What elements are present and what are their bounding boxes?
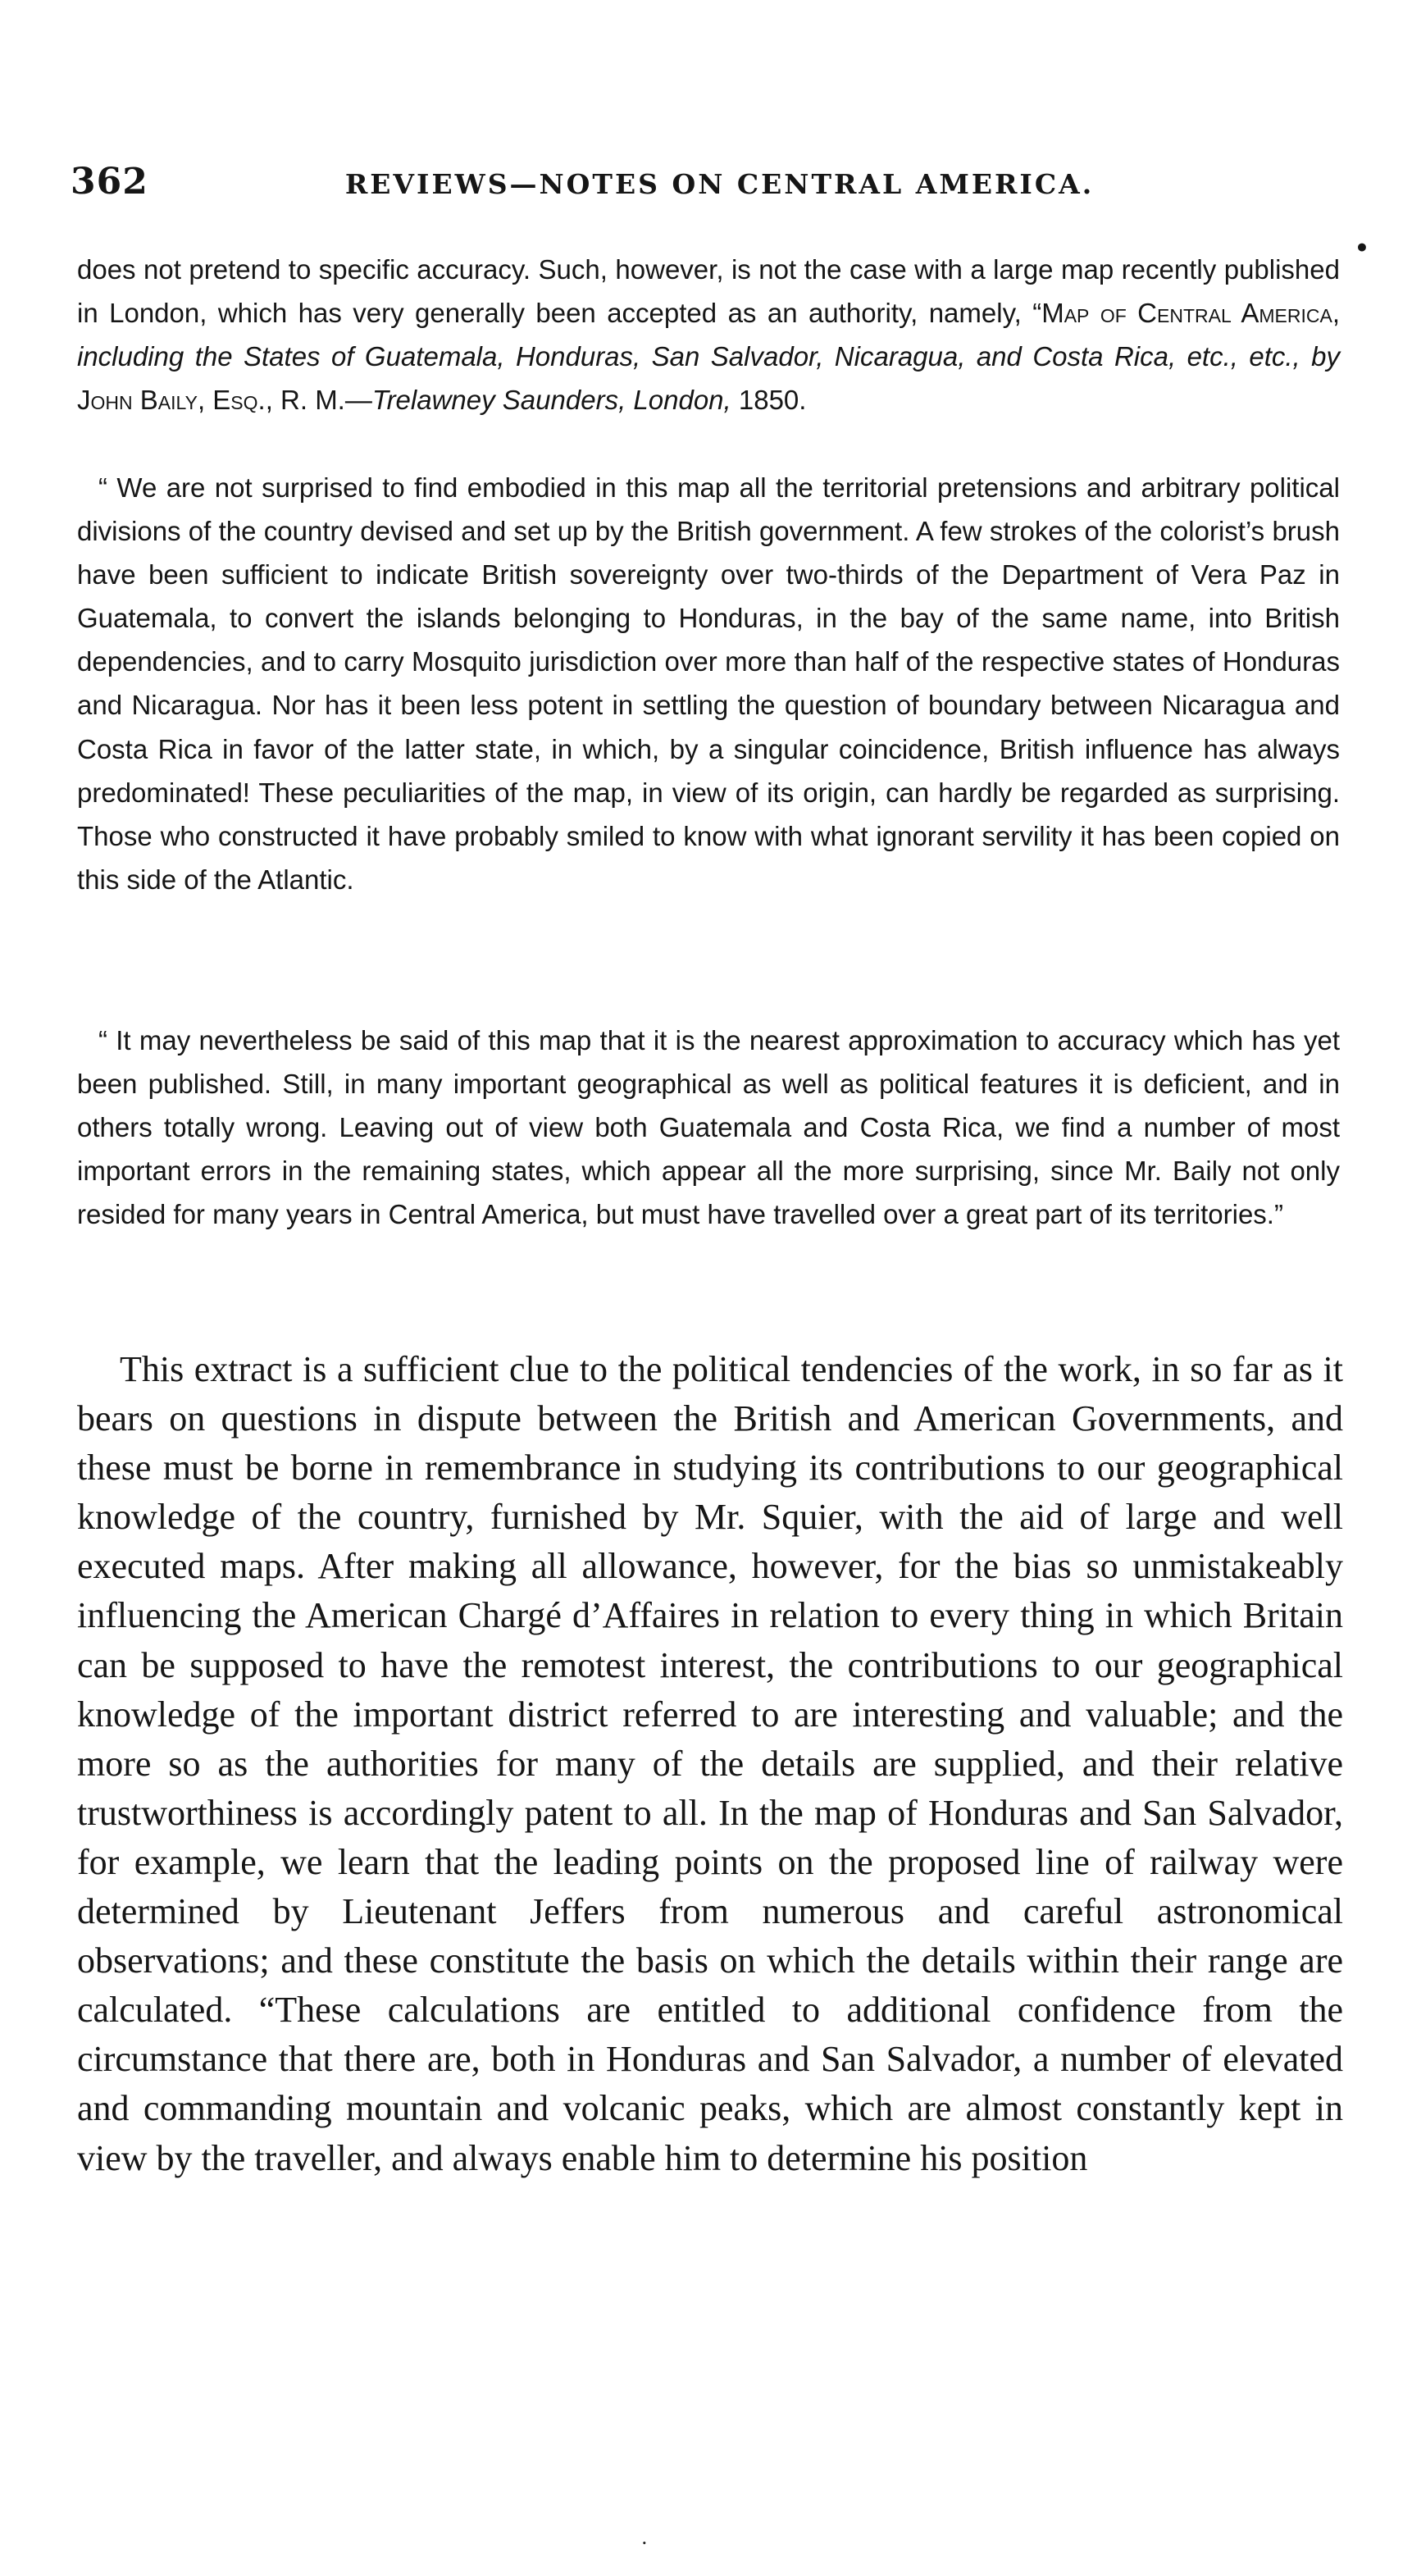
footer-mark: .: [641, 2526, 648, 2549]
quote-paragraph-1: [77, 248, 1340, 422]
page-number: 362: [71, 161, 148, 203]
map-subtitle: including the States of Guatemala, Honduras, San Salvador, Nicaragua, and Costa Rica, etc., etc., by: [77, 341, 1340, 372]
stray-mark: •: [1355, 235, 1369, 262]
map-author: John Baily, Esq., R. M.: [77, 385, 345, 416]
map-publisher: Trelawney Saunders, London,: [371, 385, 731, 416]
quote-paragraph-3: “ It may nevertheless be said of this map that it is the nearest approximation to accuracy which has yet been published. Still, in many important geographical as well as political features it is deficient, and in others totally wrong. Leaving out of view both Guatemala and Costa Rica, we find a number of most important errors in the remaining states, which appear all the more surprising, since Mr. Baily not only resided for many years in Central America, but must have travelled over a great part of its territories.”: [77, 1025, 1340, 1230]
quote1-year: 1850.: [731, 385, 807, 416]
quote-paragraph-2: “ We are not surprised to find embodied in this map all the territorial pretensions and arbitrary political divisions of the country devised and set up by the British government. A few strokes of the colorist’s brush have been sufficient to indicate British sovereignty over two-thirds of the Department of Vera Paz in Guatemala, to convert the islands belonging to Honduras, in the bay of the same name, into British dependencies, and to carry Mosquito jurisdiction over more than half of the respective states of Honduras and Nicaragua. Nor has it been less potent in settling the question of boundary between Nicaragua and Costa Rica in favor of the latter state, in which, by a singular coincidence, British influence has always predominated! These peculiarities of the map, in view of its origin, can hardly be regarded as surprising. Those who constructed it have probably smiled to know with what ignorant servility it has been copied on this side of the Atlantic.: [77, 472, 1340, 895]
map-title: Map of Central America,: [1041, 298, 1340, 329]
quote1-dash: —: [344, 385, 372, 416]
running-head: [71, 161, 1350, 203]
running-title: REVIEWS—NOTES ON CENTRAL AMERICA.: [344, 168, 1095, 200]
body-paragraph: This extract is a sufficient clue to the political tendencies of the work, in so far as it bears on questions in dispute between the British and American Governments, and these must be borne in remembrance in studying its contributions to our geographical knowledge of the country, furnished by Mr. Squier, with the aid of large and well executed maps. After making all allowance, however, for the bias so unmistakeably influencing the American Chargé d’Affaires in relation to every thing in which Britain can be supposed to have the remotest interest, the contributions to our geographical knowledge of the important district referred to are interesting and valuable; and the more so as the authorities for many of the details are supplied, and their relative trustworthiness is accordingly patent to all. In the map of Honduras and San Salvador, for example, we learn that the leading points on the proposed line of railway were determined by Lieutenant Jeffers from numerous and careful astronomical observations; and these constitute the basis on which the details within their range are calculated. “These calculations are entitled to additional confidence from the circumstance that there are, both in Honduras and San Salvador, a number of elevated and commanding mountain and volcanic peaks, which are almost constantly kept in view by the traveller, and always enable him to determine his position: [77, 1349, 1343, 2178]
quote1-text-a: does not pretend to specific accuracy. Such, however, is not the case with a large map recently published in London, which has very generally been accepted as an authority, namely, “: [77, 254, 1340, 329]
